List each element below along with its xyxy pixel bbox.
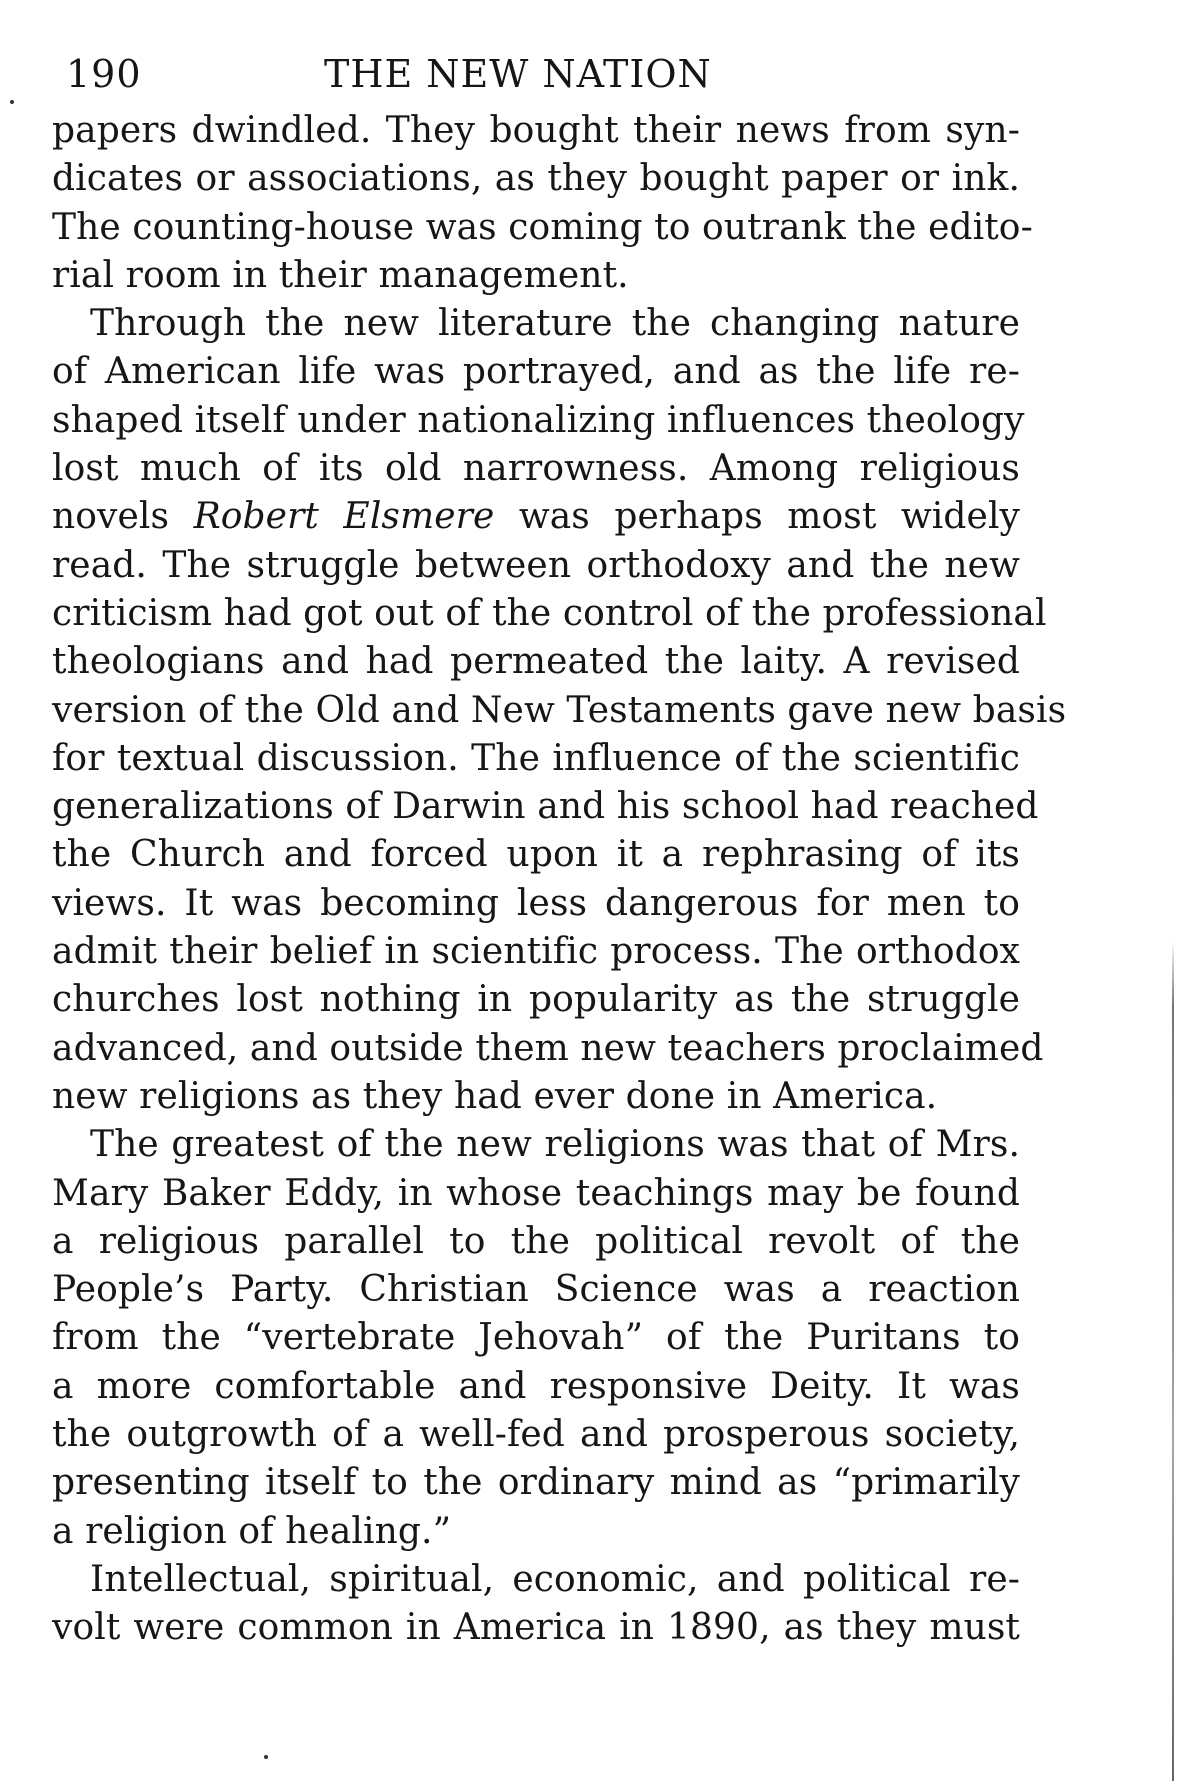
text-line: churches lost nothing in popularity as the struggle [52,979,1020,1021]
text-line: Mary Baker Eddy, in whose teachings may be found [52,1172,1020,1214]
page-number: 190 [66,52,142,96]
scan-edge-mark [1172,940,1174,1781]
text-line: rial room in their management. [52,254,629,296]
running-title: THE NEW NATION [324,52,712,96]
text-line: views. It was becoming less dangerous for men to [52,882,1020,924]
text-line: theologians and had permeated the laity. A revised [52,641,1020,683]
text-line: of American life was portrayed, and as the life re- [52,351,1020,393]
scan-speck [10,100,14,104]
text-line: Intellectual, spiritual, economic, and political re- [90,1558,1020,1600]
text-fragment: was perhaps most widely [518,496,1020,538]
text-line: generalizations of Darwin and his school had reached [52,786,1039,828]
text-fragment: novels [52,496,170,538]
text-line: volt were common in America in 1890, as they must [52,1607,1020,1649]
text-line: presenting itself to the ordinary mind as “primarily [52,1462,1020,1504]
text-line: People’s Party. Christian Science was a reaction [52,1269,1020,1311]
text-line: a religion of healing.” [52,1510,452,1552]
page-header [66,44,766,104]
text-line: advanced, and outside them new teachers proclaimed [52,1027,1044,1069]
text-line: The counting-house was coming to outrank the edito- [52,206,1033,248]
text-line: The greatest of the new religions was that of Mrs. [90,1124,1020,1166]
text-line: version of the Old and New Testaments gave new basis [52,689,1067,731]
text-line: criticism had got out of the control of the professional [52,592,1047,634]
text-line: for textual discussion. The influence of the scientific [52,737,1020,779]
text-line: from the “vertebrate Jehovah” of the Puritans to [52,1317,1020,1359]
text-line: the Church and forced upon it a rephrasing of its [52,834,1020,876]
text-line: lost much of its old narrowness. Among religious [52,448,1020,490]
text-line: dicates or associations, as they bought paper or ink. [52,158,1020,200]
text-line: the outgrowth of a well-fed and prosperous society, [52,1414,1020,1456]
text-line: read. The struggle between orthodoxy and the new [52,544,1020,586]
text-line: Through the new literature the changing nature [90,303,1020,345]
body-text [52,107,1067,1653]
text-line: a more comfortable and responsive Deity. It was [52,1365,1020,1407]
text-line: papers dwindled. They bought their news from syn- [52,110,1020,151]
text-line: a religious parallel to the political revolt of the [52,1220,1020,1262]
text-line [52,493,1020,541]
text-line: admit their belief in scientific process. The orthodox [52,931,1020,973]
text-line: new religions as they had ever done in America. [52,1075,938,1117]
book-title: Robert Elsmere [193,496,495,538]
text-line: shaped itself under nationalizing influences theology [52,399,1025,441]
scan-speck [264,1755,268,1759]
